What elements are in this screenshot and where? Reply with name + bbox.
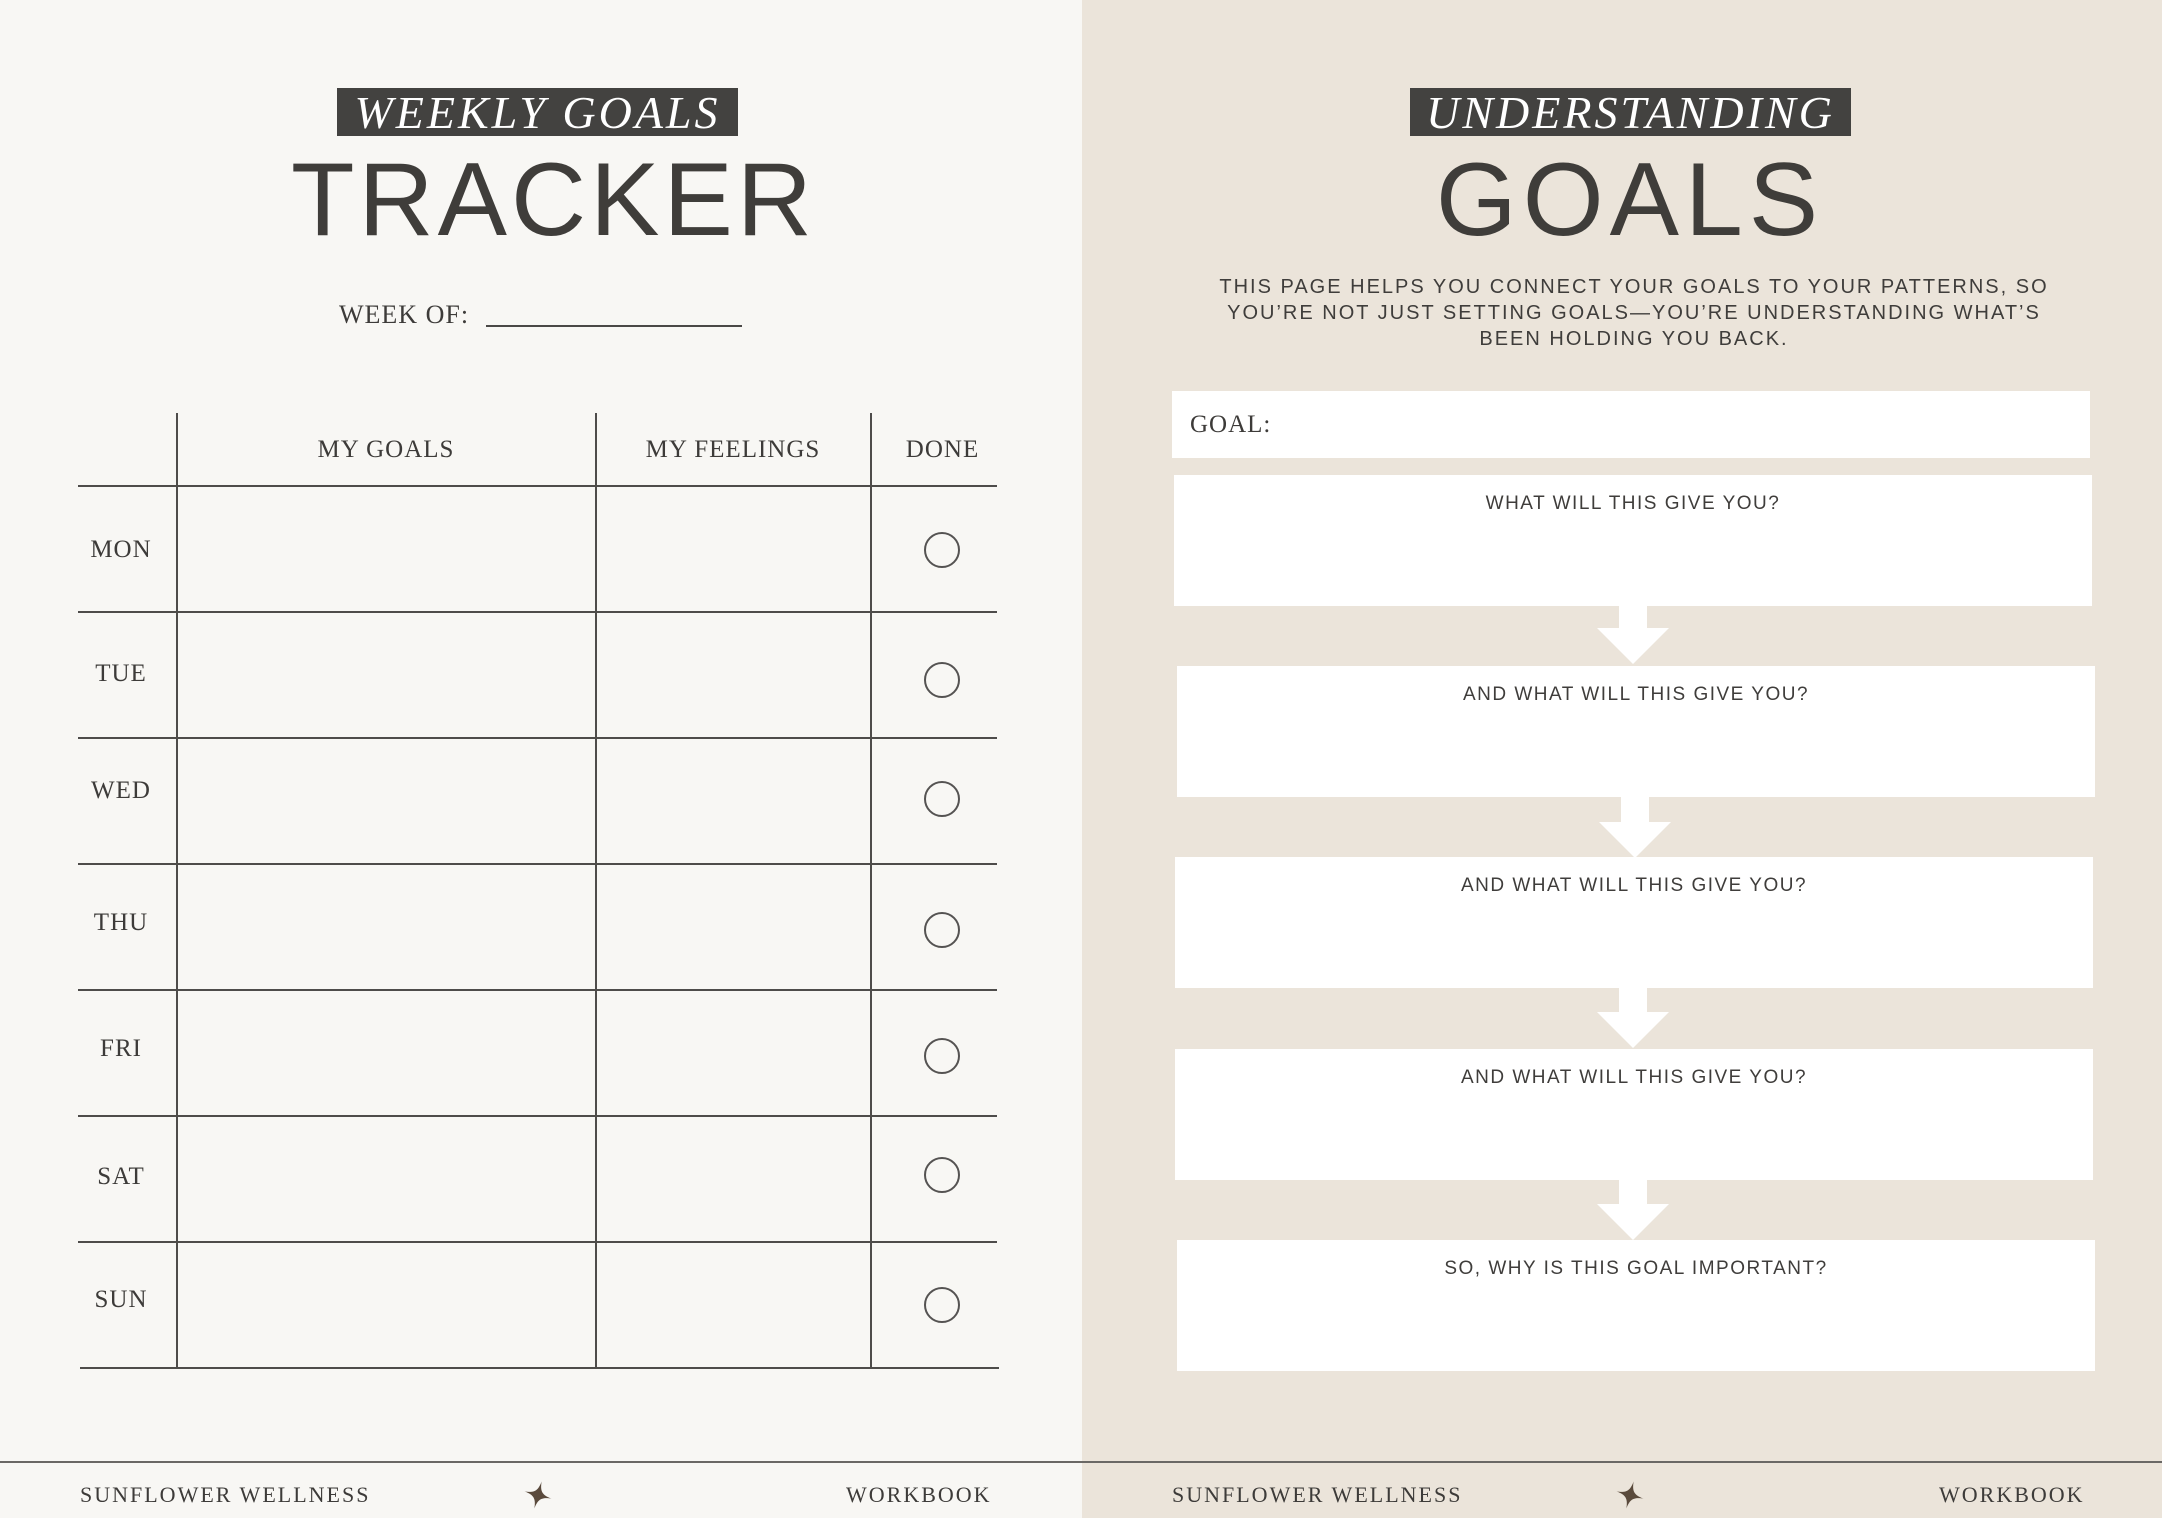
footer-brand-right: SUNFLOWER WELLNESS: [1172, 1482, 1463, 1507]
table-divider: [595, 413, 597, 1369]
done-checkbox-sat[interactable]: [924, 1157, 960, 1193]
footer-book-right: WORKBOOK: [1939, 1482, 2085, 1507]
down-arrow-icon: [1597, 986, 1669, 1048]
sparkle-icon: [1616, 1481, 1644, 1509]
done-checkbox-tue[interactable]: [924, 662, 960, 698]
table-row-divider: [78, 1241, 997, 1243]
day-label-sat: SAT: [97, 1163, 145, 1190]
question-box-4[interactable]: [1175, 1049, 2093, 1180]
my-feelings-header: MY FEELINGS: [645, 436, 821, 463]
footer-divider: [0, 1461, 2162, 1463]
table-row-divider: [78, 1115, 997, 1117]
done-checkbox-thu[interactable]: [924, 912, 960, 948]
done-checkbox-sun[interactable]: [924, 1287, 960, 1323]
question-box-5[interactable]: [1177, 1240, 2095, 1371]
question-text: SO, WHY IS THIS GOAL IMPORTANT?: [1444, 1258, 1828, 1279]
table-divider: [176, 413, 178, 1369]
table-row-divider: [78, 485, 997, 487]
table-divider: [870, 413, 872, 1369]
done-checkbox-mon[interactable]: [924, 532, 960, 568]
day-label-fri: FRI: [100, 1035, 142, 1062]
week-of-label: WEEK OF:: [339, 300, 470, 329]
weekly-goals-label: WEEKLY GOALS: [337, 88, 738, 136]
goal-field[interactable]: [1172, 391, 2090, 458]
goal-label: GOAL:: [1190, 410, 1272, 438]
day-label-sun: SUN: [94, 1286, 148, 1313]
question-text: AND WHAT WILL THIS GIVE YOU?: [1460, 1067, 1808, 1088]
table-row-divider: [80, 1367, 999, 1369]
day-label-thu: THU: [93, 909, 149, 936]
table-row-divider: [78, 863, 997, 865]
goals-title: GOALS: [1435, 142, 1825, 258]
my-goals-header: MY GOALS: [317, 436, 455, 463]
table-row-divider: [78, 989, 997, 991]
day-label-tue: TUE: [95, 660, 147, 687]
intro-text: THIS PAGE HELPS YOU CONNECT YOUR GOALS TO YOUR PATTERNS, SO YOU’RE NOT JUST SETTING GOALS—YOU’RE UNDERSTANDING WHAT’S BEEN HOLDING YOU BACK.: [1219, 276, 2049, 350]
day-label-wed: WED: [91, 777, 151, 804]
question-box-3[interactable]: [1175, 857, 2093, 988]
question-text: AND WHAT WILL THIS GIVE YOU?: [1462, 684, 1810, 705]
question-text: AND WHAT WILL THIS GIVE YOU?: [1460, 875, 1808, 896]
week-of-field[interactable]: [486, 325, 742, 327]
tracker-title: TRACKER: [291, 142, 816, 258]
understanding-label: UNDERSTANDING: [1410, 88, 1851, 136]
done-checkbox-wed[interactable]: [924, 781, 960, 817]
question-box-1[interactable]: [1174, 475, 2092, 606]
footer-book-left: WORKBOOK: [846, 1482, 992, 1507]
table-row-divider: [78, 611, 997, 613]
down-arrow-icon: [1597, 602, 1669, 664]
day-label-mon: MON: [90, 536, 152, 563]
done-header: DONE: [905, 436, 980, 463]
question-text: WHAT WILL THIS GIVE YOU?: [1485, 493, 1781, 514]
done-checkbox-fri[interactable]: [924, 1038, 960, 1074]
down-arrow-icon: [1599, 796, 1671, 858]
question-box-2[interactable]: [1177, 666, 2095, 797]
down-arrow-icon: [1597, 1178, 1669, 1240]
footer-brand-left: SUNFLOWER WELLNESS: [80, 1482, 371, 1507]
sparkle-icon: [524, 1481, 552, 1509]
table-row-divider: [78, 737, 997, 739]
